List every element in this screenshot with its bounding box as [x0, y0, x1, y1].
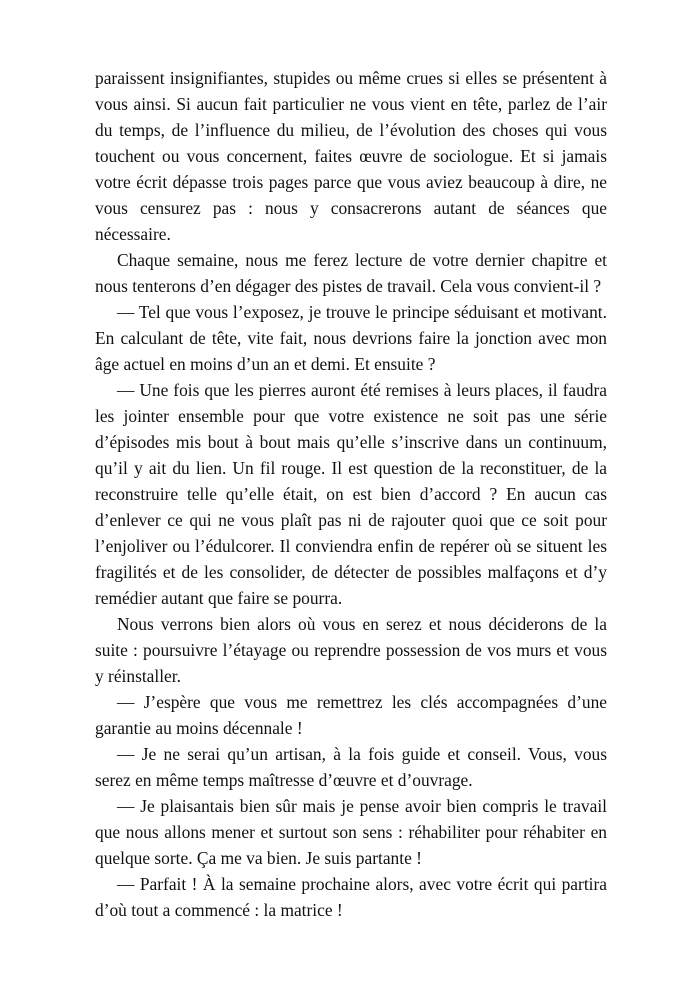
paragraph: Nous verrons bien alors où vous en serez et nous déciderons de la suite : poursuivre l’étayage ou reprendre possession de vos murs et vous y réinstaller. [95, 614, 607, 686]
dialogue-line: — Je plaisantais bien sûr mais je pense avoir bien compris le travail que nous allons mener et surtout son sens : réhabiliter pour réhabiter en quelque sorte. Ça me va bien. Je suis partante ! [95, 796, 607, 868]
dialogue-line: — Tel que vous l’exposez, je trouve le principe séduisant et motivant. En calculant de tête, vite fait, nous devrions faire la jonction avec mon âge actuel en moins d’un an et demi. Et ensuite ? [95, 302, 607, 374]
dialogue-line: — Une fois que les pierres auront été remises à leurs places, il faudra les jointer ensemble pour que votre existence ne soit pas une série d’épisodes mis bout à bout mais qu’elle s’inscrive dans un continuum, qu’il y ait du lien. Un fil rouge. Il est question de la reconstituer, de la reconstruire telle qu’elle était, on est bien d’accord ? En aucun cas d’enlever ce qui ne vous plaît pas ni de rajouter quoi que ce soit pour l’enjoliver ou l’édulcorer. Il conviendra enfin de repérer où se situent les fragilités et de les consolider, de détecter de possibles malfaçons et d’y remédier autant que faire se pourra. [95, 380, 607, 608]
paragraph: Chaque semaine, nous me ferez lecture de votre dernier chapitre et nous tenterons d’en dégager des pistes de travail. Cela vous convient-il ? [95, 250, 607, 296]
page-text-block [95, 65, 607, 923]
paragraph-continuation: paraissent insignifiantes, stupides ou même crues si elles se présentent à vous ainsi. Si aucun fait particulier ne vous vient en tête, parlez de l’air du temps, de l’influence du milieu, de l’évolution des choses qui vous touchent ou vous concernent, faites œuvre de sociologue. Et si jamais votre écrit dépasse trois pages parce que vous aviez beaucoup à dire, ne vous censurez pas : nous y consacrerons autant de séances que nécessaire. [95, 68, 607, 244]
dialogue-line: — Je ne serai qu’un artisan, à la fois guide et conseil. Vous, vous serez en même temps maîtresse d’œuvre et d’ouvrage. [95, 744, 607, 790]
dialogue-line: — Parfait ! À la semaine prochaine alors, avec votre écrit qui partira d’où tout a commencé : la matrice ! [95, 874, 607, 920]
dialogue-line: — J’espère que vous me remettrez les clés accompagnées d’une garantie au moins décennale ! [95, 692, 607, 738]
